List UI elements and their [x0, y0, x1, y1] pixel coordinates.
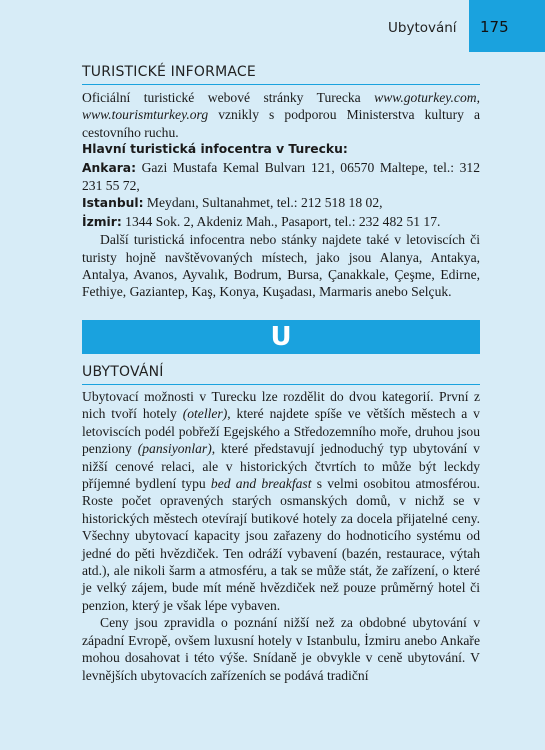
- istanbul-entry: Istanbul: Meydanı, Sultanahmet, tel.: 212 518 18 02,: [82, 195, 383, 211]
- accommodation-heading: UBYTOVÁNÍ: [82, 364, 164, 380]
- accommodation-paragraph-1: Ubytovací možnosti v Turecku lze rozdělit do dvou kategorií. První z nich tvoří hotely (oteller), které najdete spíše ve větších městech a v letoviscích podél pobřeží Egejského a Středozemního moře, druhou jsou penziony (pansiyonlar), které představují jednoduchý typ ubytování v nižší cenové relaci, ale v historických čtvrtích to může být leckdy příjemné bydlení typu bed and breakfast s velmi osobitou atmosférou. Roste počet opravených starých osmanských domů, v nichž se v historických městech otevírají butikové hotely za docela přijatelné ceny. Všechny ubytovací kapacity jsou zařazeny do hodnoticího systému od jedné do pěti hvězdiček. Ten odráží vybavení (bazén, restaurace, výtah atd.), ale nikoli šarm a atmosféru, a tak se může stát, že zařízení, o které je velký zájem, bude mít méně hvězdiček než pouze průměrný hotel či penzion, který je však lépe vybaven.: [82, 389, 480, 613]
- heading-rule: [82, 84, 480, 85]
- page-number: 175: [480, 18, 509, 36]
- intro-paragraph: Oficiální turistické webové stránky Turecka www.goturkey.com, www.tourismturkey.org vznikly s podporou Ministerstva kultury a cestovního ruchu.: [82, 90, 480, 140]
- infocentres-subheading: Hlavní turistická infocentra v Turecku:: [82, 142, 348, 157]
- tourist-info-text: [82, 89, 480, 301]
- tourist-info-heading: TURISTICKÉ INFORMACE: [82, 64, 256, 80]
- section-letter: U: [270, 322, 292, 352]
- ankara-entry: Ankara: Gazi Mustafa Kemal Bulvarı 121, 06570 Maltepe, tel.: 312 231 55 72,: [82, 159, 480, 194]
- link-goturkey[interactable]: www.goturkey.com: [374, 90, 477, 105]
- other-centres-paragraph: Další turistická infocentra nebo stánky najdete také v letoviscích či turisty hojně navštěvovaných místech, jako jsou Alanya, Antakya, Antalya, Avanos, Ayvalık, Bodrum, Bursa, Çanakkale, Çeşme, Edirne, Fethiye, Gaziantep, Kaş, Konya, Kuşadası, Marmaris anebo Selçuk.: [82, 232, 480, 300]
- heading-rule: [82, 384, 480, 385]
- section-letter-bar: [82, 320, 480, 354]
- link-tourismturkey[interactable]: www.tourismturkey.org: [82, 107, 209, 123]
- running-header: Ubytování: [388, 20, 457, 36]
- izmir-entry: İzmir: 1344 Sok. 2, Akdeniz Mah., Pasaport, tel.: 232 482 51 17.: [82, 213, 441, 229]
- accommodation-text: [82, 388, 480, 684]
- accommodation-paragraph-2: Ceny jsou zpravidla o poznání nižší než za obdobné ubytování v západní Evropě, ovšem luxusní hotely v Istanbulu, İzmiru anebo Ankaře mohou dosahovat i této výše. Snídaně je obvykle v ceně ubytování. V levnějších ubytovacích zařízeních se podává tradiční: [82, 615, 480, 683]
